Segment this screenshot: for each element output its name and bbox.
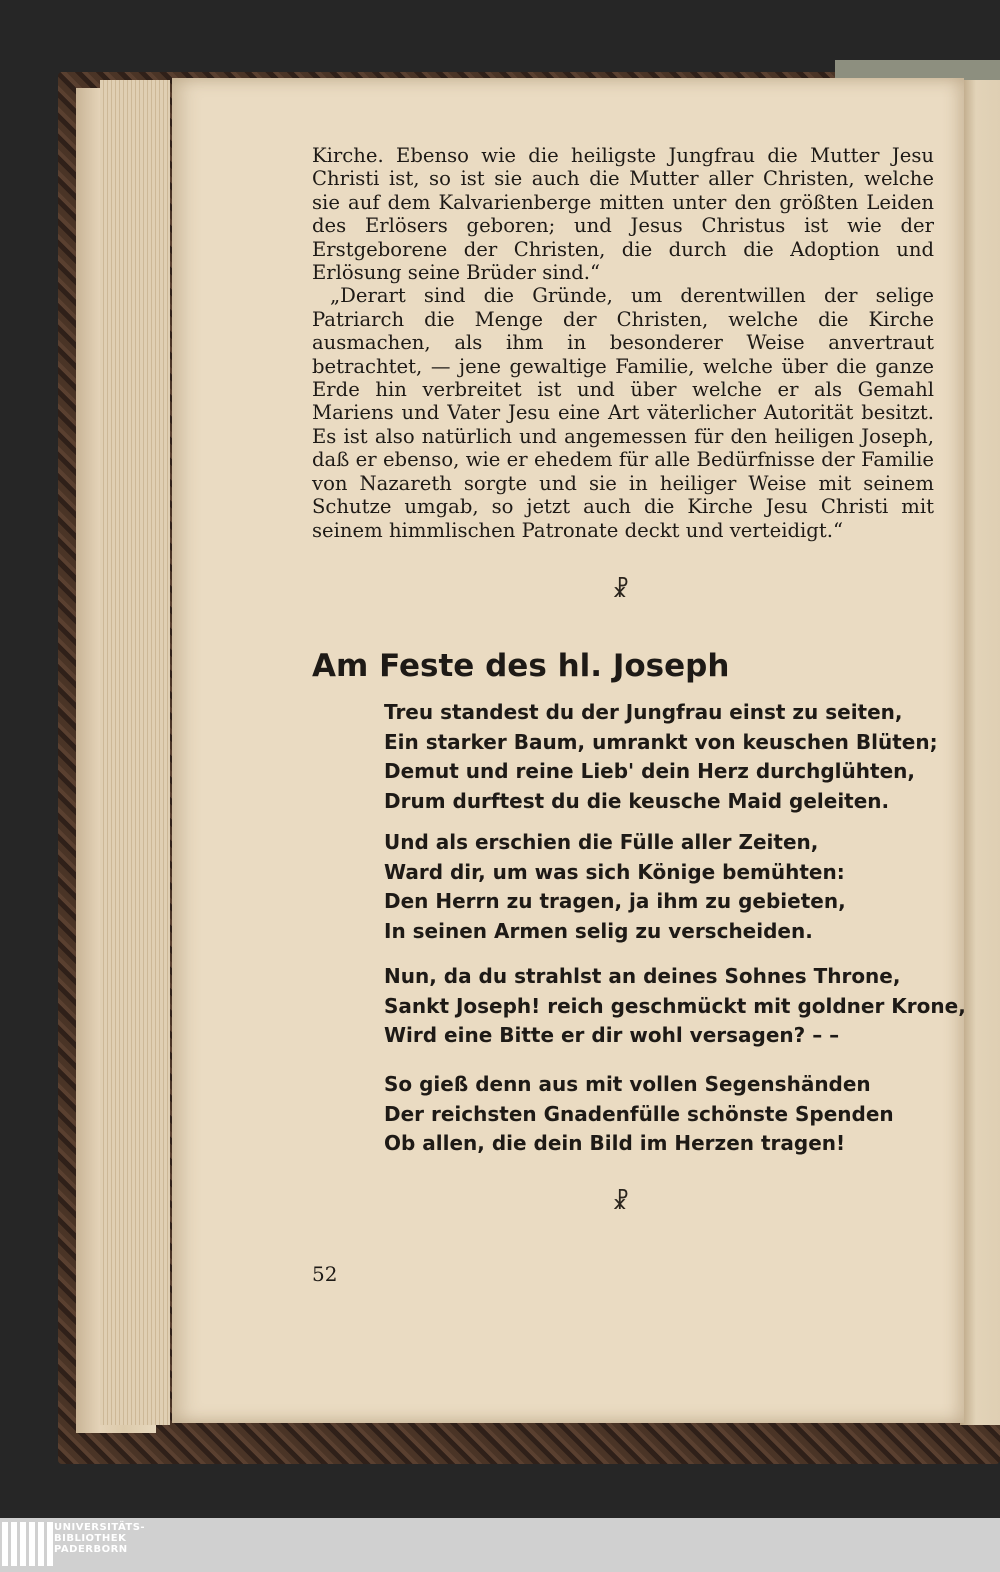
poem-line: Den Herrn zu tragen, ja ihm zu gebieten, — [384, 889, 846, 913]
poem-stanza — [384, 1070, 894, 1159]
poem-line: Sankt Joseph! reich geschmückt mit goldner Krone, — [384, 993, 966, 1018]
poem-line: Wird eine Bitte er dir wohl versagen? – – — [384, 1023, 840, 1047]
page-number: 52 — [312, 1262, 338, 1286]
poem-line: Der reichsten Gnadenfülle schönste Spenden — [384, 1101, 894, 1126]
poem-line: Demut und reine Lieb' dein Herz durchglühten, — [384, 759, 915, 783]
poem-title: Am Feste des hl. Joseph — [312, 648, 730, 684]
poem-line: Treu standest du der Jungfrau einst zu seiten, — [384, 700, 903, 724]
logo-line: PADERBORN — [54, 1544, 128, 1555]
chi-rho-ornament: ☧ — [612, 578, 630, 603]
poem-line: Nun, da du strahlst an deines Sohnes Throne, — [384, 964, 901, 988]
library-footer — [0, 1518, 1000, 1572]
page-edges-inner — [100, 80, 170, 1425]
poem-stanza — [384, 698, 938, 816]
poem-line: Und als erschien die Fülle aller Zeiten, — [384, 830, 819, 854]
poem-line: So gieß denn aus mit vollen Segenshänden — [384, 1072, 871, 1096]
poem-line: Ein starker Baum, umrankt von keuschen Blüten; — [384, 729, 938, 754]
poem-line: Ward dir, um was sich Könige bemühten: — [384, 859, 845, 884]
chi-rho-ornament: ☧ — [612, 1190, 630, 1215]
poem-stanza — [384, 962, 966, 1051]
prose-paragraph: „Derart sind die Gründe, um derentwillen der selige Patriarch die Menge der Christen, welche die Kirche ausmachen, als ihm in besonderer Weise anvertraut betrachtet, — jene gewaltige Familie, welche über die ganze Erde hin verbreitet ist und über welche er als Gemahl Mariens und Vater Jesu eine Art väterlicher Autorität besitzt. Es ist also natürlich und angemessen für den heiligen Joseph, daß er ebenso, wie er ehedem für alle Bedürfnisse der Familie von Nazareth sorgte und sie in heiliger Weise mit seinem Schutze umgab, so jetzt auch die Kirche Jesu Christi mit seinem himmlischen Patronate deckt und verteidigt.“ — [312, 284, 934, 542]
logo-line: UNIVERSITÄTS- — [54, 1522, 146, 1533]
prose-paragraph: Kirche. Ebenso wie die heiligste Jungfrau die Mutter Jesu Christi ist, so ist sie auch die Mutter aller Christen, welche sie auf dem Kalvarienberge mitten unter den größten Leiden des Erlösers geboren; und Jesus Christus ist wie der Erstgeborene der Christen, die durch die Adoption und Erlösung seine Brüder sind.“ — [312, 144, 934, 285]
poem-stanza — [384, 828, 846, 946]
prose-block — [312, 144, 934, 542]
library-logo-icon — [2, 1522, 53, 1566]
library-logo-text — [54, 1522, 145, 1555]
poem-line: Drum durftest du die keusche Maid geleiten. — [384, 788, 890, 813]
logo-line: BIBLIOTHEK — [54, 1533, 127, 1544]
poem-line: Ob allen, die dein Bild im Herzen tragen! — [384, 1131, 846, 1155]
spine-cloth — [835, 60, 1000, 80]
poem-line: In seinen Armen selig zu verscheiden. — [384, 918, 813, 943]
page-edges-right — [960, 80, 1000, 1425]
